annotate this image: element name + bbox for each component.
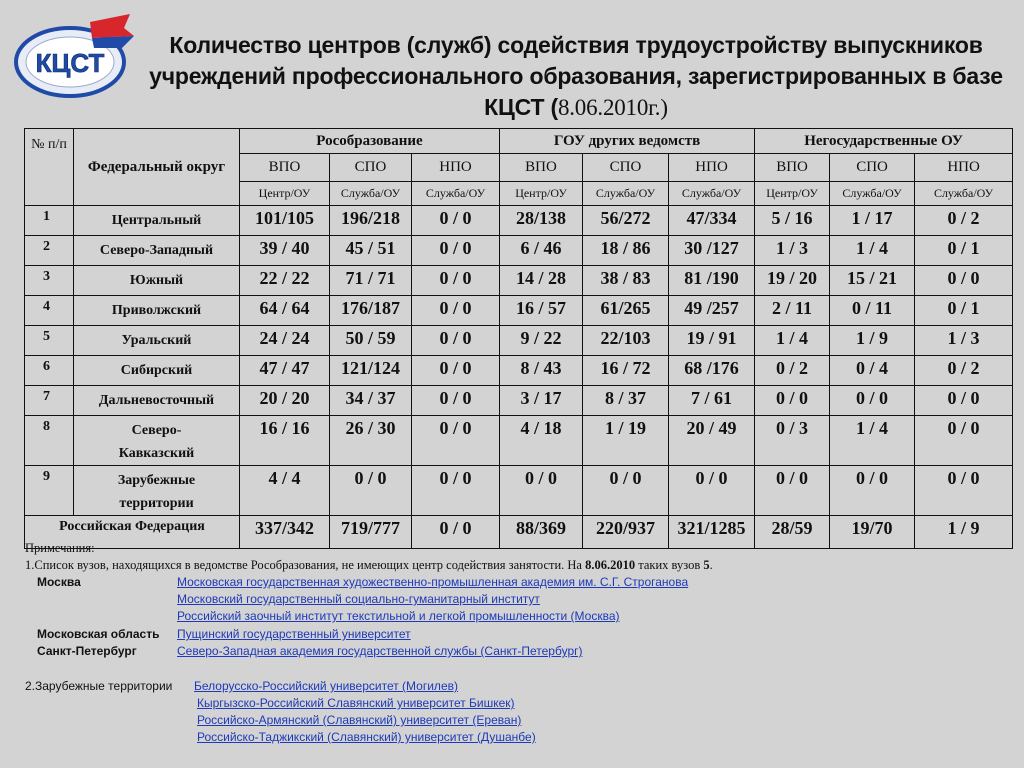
table-row <box>25 386 1013 416</box>
total-cell: 19/70 <box>830 516 915 549</box>
table-cell: 49 /257 <box>669 296 755 326</box>
row-number: 1 <box>25 206 74 236</box>
header-type: СПО <box>830 154 915 182</box>
table-cell: 19 / 20 <box>755 266 830 296</box>
table-row <box>25 206 1013 236</box>
total-cell: 1 / 9 <box>915 516 1013 549</box>
table-cell: 68 /176 <box>669 356 755 386</box>
table-cell: 0 / 0 <box>915 266 1013 296</box>
link-stroganov[interactable]: Московская государственная художественно-промышленная академия им. С.Г. Строганова <box>177 575 689 589</box>
svg-text:КЦСТ: КЦСТ <box>35 48 105 78</box>
table-cell: 196/218 <box>330 206 412 236</box>
table-cell: 0 / 4 <box>830 356 915 386</box>
total-cell: 220/937 <box>583 516 669 549</box>
total-cell: 28/59 <box>755 516 830 549</box>
table-cell: 18 / 86 <box>583 236 669 266</box>
table-cell: 121/124 <box>330 356 412 386</box>
notes-heading: Примечания: <box>25 541 95 555</box>
header-sub: Центр/ОУ <box>755 182 830 206</box>
table-cell: 71 / 71 <box>330 266 412 296</box>
title-line-3 <box>146 92 1006 123</box>
kcst-logo <box>12 14 136 100</box>
header-num: № п/п <box>25 129 74 206</box>
table-cell: 0 / 0 <box>412 206 500 236</box>
header-sub: Служба/ОУ <box>915 182 1013 206</box>
moscow-region-label: Московская область <box>37 627 160 641</box>
table-cell: 0 / 11 <box>830 296 915 326</box>
table-cell: 0 / 0 <box>412 416 500 466</box>
title-line-1: Количество центров (служб) содействия трудоустройству выпускников <box>169 32 983 58</box>
table-cell: 26 / 30 <box>330 416 412 466</box>
table-cell: 64 / 64 <box>240 296 330 326</box>
header-group-rosobr: Рособразование <box>240 129 500 154</box>
table-cell: 56/272 <box>583 206 669 236</box>
table-cell: 0 / 0 <box>412 386 500 416</box>
header-sub: Служба/ОУ <box>583 182 669 206</box>
table-cell: 7 / 61 <box>669 386 755 416</box>
title-line-2: учреждений профессионального образования, зарегистрированных в базе <box>149 63 1003 89</box>
total-cell: 337/342 <box>240 516 330 549</box>
table-cell: 0 / 0 <box>412 356 500 386</box>
table-row <box>25 236 1013 266</box>
district-name: Северо-Западный <box>74 236 240 266</box>
district-name: Сибирский <box>74 356 240 386</box>
table-cell: 0 / 0 <box>830 466 915 516</box>
title-date: 8.06.2010г.) <box>557 95 668 120</box>
table-row <box>25 466 1013 516</box>
table-cell: 20 / 20 <box>240 386 330 416</box>
page-title <box>146 30 1006 123</box>
table-cell: 16 / 16 <box>240 416 330 466</box>
table-cell: 1 / 3 <box>755 236 830 266</box>
table-cell: 1 / 17 <box>830 206 915 236</box>
table-cell: 45 / 51 <box>330 236 412 266</box>
row-number: 6 <box>25 356 74 386</box>
link-pushchino[interactable]: Пущинский государственный университет <box>177 627 411 641</box>
table-row <box>25 356 1013 386</box>
district-name: Южный <box>74 266 240 296</box>
row-number: 5 <box>25 326 74 356</box>
note-2-label: 2.Зарубежные территории <box>25 679 173 693</box>
total-label: Российская Федерация <box>25 516 240 549</box>
table-cell: 1 / 3 <box>915 326 1013 356</box>
header-type: ВПО <box>755 154 830 182</box>
table-cell: 0 / 0 <box>915 466 1013 516</box>
table-cell: 0 / 3 <box>755 416 830 466</box>
table-cell: 101/105 <box>240 206 330 236</box>
table-cell: 19 / 91 <box>669 326 755 356</box>
table-cell: 1 / 4 <box>755 326 830 356</box>
table-cell: 0 / 0 <box>669 466 755 516</box>
link-armenia[interactable]: Российско-Армянский (Славянский) университет (Ереван) <box>197 713 522 727</box>
link-mgsgi[interactable]: Московский государственный социально-гуманитарный институт <box>177 592 540 606</box>
centers-table <box>24 128 1013 549</box>
header-group-gou: ГОУ других ведомств <box>500 129 755 154</box>
table-cell: 2 / 11 <box>755 296 830 326</box>
table-cell: 0 / 0 <box>755 466 830 516</box>
moscow-label: Москва <box>37 575 81 589</box>
row-number: 8 <box>25 416 74 466</box>
table-cell: 1 / 19 <box>583 416 669 466</box>
table-cell: 0 / 2 <box>915 356 1013 386</box>
table-cell: 47/334 <box>669 206 755 236</box>
header-sub: Центр/ОУ <box>500 182 583 206</box>
header-group-nongov: Негосударственные ОУ <box>755 129 1013 154</box>
header-type: ВПО <box>240 154 330 182</box>
link-belarus[interactable]: Белорусско-Российский университет (Могилев) <box>194 679 458 693</box>
table-cell: 0 / 0 <box>330 466 412 516</box>
table-cell: 16 / 57 <box>500 296 583 326</box>
table-cell: 0 / 1 <box>915 296 1013 326</box>
table-cell: 8 / 37 <box>583 386 669 416</box>
header-type: СПО <box>583 154 669 182</box>
header-type: НПО <box>412 154 500 182</box>
row-number: 7 <box>25 386 74 416</box>
table-cell: 0 / 0 <box>500 466 583 516</box>
header-sub: Служба/ОУ <box>412 182 500 206</box>
table-cell: 5 / 16 <box>755 206 830 236</box>
link-tajik[interactable]: Российско-Таджикский (Славянский) университет (Душанбе) <box>197 730 536 744</box>
district-name: Уральский <box>74 326 240 356</box>
table-cell: 0 / 0 <box>583 466 669 516</box>
header-type: НПО <box>915 154 1013 182</box>
table-cell: 0 / 0 <box>915 416 1013 466</box>
district-name: Северо- Кавказский <box>74 416 240 466</box>
district-name: Зарубежные территории <box>74 466 240 516</box>
note-1: 1.Список вузов, находящихся в ведомстве Рособразования, не имеющих центр содействия занятости. На 8.06.2010 таких вузов 5. <box>25 558 713 572</box>
table-row <box>25 326 1013 356</box>
row-number: 9 <box>25 466 74 516</box>
table-cell: 15 / 21 <box>830 266 915 296</box>
table-cell: 39 / 40 <box>240 236 330 266</box>
total-cell: 321/1285 <box>669 516 755 549</box>
header-sub: Служба/ОУ <box>669 182 755 206</box>
header-sub: Служба/ОУ <box>330 182 412 206</box>
table-row <box>25 296 1013 326</box>
table-cell: 1 / 4 <box>830 416 915 466</box>
total-cell: 0 / 0 <box>412 516 500 549</box>
table-cell: 1 / 4 <box>830 236 915 266</box>
table-cell: 176/187 <box>330 296 412 326</box>
table-cell: 16 / 72 <box>583 356 669 386</box>
total-cell: 719/777 <box>330 516 412 549</box>
table-cell: 30 /127 <box>669 236 755 266</box>
header-sub: Служба/ОУ <box>830 182 915 206</box>
table-cell: 0 / 2 <box>755 356 830 386</box>
table-cell: 0 / 0 <box>412 296 500 326</box>
table-cell: 34 / 37 <box>330 386 412 416</box>
total-row <box>25 516 1013 549</box>
table-cell: 22 / 22 <box>240 266 330 296</box>
link-szags[interactable]: Северо-Западная академия государственной службы (Санкт-Петербург) <box>177 644 583 658</box>
link-kyrgyz[interactable]: Кыргызско-Российский Славянский университет Бишкек) <box>197 696 515 710</box>
table-cell: 0 / 0 <box>412 266 500 296</box>
table-cell: 0 / 0 <box>755 386 830 416</box>
header-type: ВПО <box>500 154 583 182</box>
table-cell: 6 / 46 <box>500 236 583 266</box>
district-name: Приволжский <box>74 296 240 326</box>
table-cell: 0 / 0 <box>412 326 500 356</box>
header-district: Федеральный округ <box>74 129 240 206</box>
total-cell: 88/369 <box>500 516 583 549</box>
link-rzitlp[interactable]: Российский заочный институт текстильной и легкой промышленности (Москва) <box>177 609 620 623</box>
table-cell: 0 / 0 <box>830 386 915 416</box>
spb-label: Санкт-Петербург <box>37 644 137 658</box>
header-sub: Центр/ОУ <box>240 182 330 206</box>
row-number: 2 <box>25 236 74 266</box>
table-cell: 28/138 <box>500 206 583 236</box>
table-cell: 0 / 2 <box>915 206 1013 236</box>
header-type: НПО <box>669 154 755 182</box>
table-cell: 9 / 22 <box>500 326 583 356</box>
table-row <box>25 266 1013 296</box>
table-cell: 24 / 24 <box>240 326 330 356</box>
table-cell: 0 / 0 <box>412 236 500 266</box>
table-cell: 20 / 49 <box>669 416 755 466</box>
table-cell: 81 /190 <box>669 266 755 296</box>
header-type: СПО <box>330 154 412 182</box>
table-cell: 0 / 1 <box>915 236 1013 266</box>
table-cell: 3 / 17 <box>500 386 583 416</box>
table-cell: 8 / 43 <box>500 356 583 386</box>
district-name: Центральный <box>74 206 240 236</box>
table-cell: 0 / 0 <box>915 386 1013 416</box>
row-number: 4 <box>25 296 74 326</box>
table-cell: 1 / 9 <box>830 326 915 356</box>
table-cell: 47 / 47 <box>240 356 330 386</box>
row-number: 3 <box>25 266 74 296</box>
table-row <box>25 416 1013 466</box>
table-cell: 4 / 4 <box>240 466 330 516</box>
table-cell: 14 / 28 <box>500 266 583 296</box>
table-cell: 0 / 0 <box>412 466 500 516</box>
table-cell: 61/265 <box>583 296 669 326</box>
table-cell: 4 / 18 <box>500 416 583 466</box>
district-name: Дальневосточный <box>74 386 240 416</box>
title-kcst: КЦСТ ( <box>484 94 558 120</box>
table-cell: 22/103 <box>583 326 669 356</box>
table-cell: 38 / 83 <box>583 266 669 296</box>
table-cell: 50 / 59 <box>330 326 412 356</box>
